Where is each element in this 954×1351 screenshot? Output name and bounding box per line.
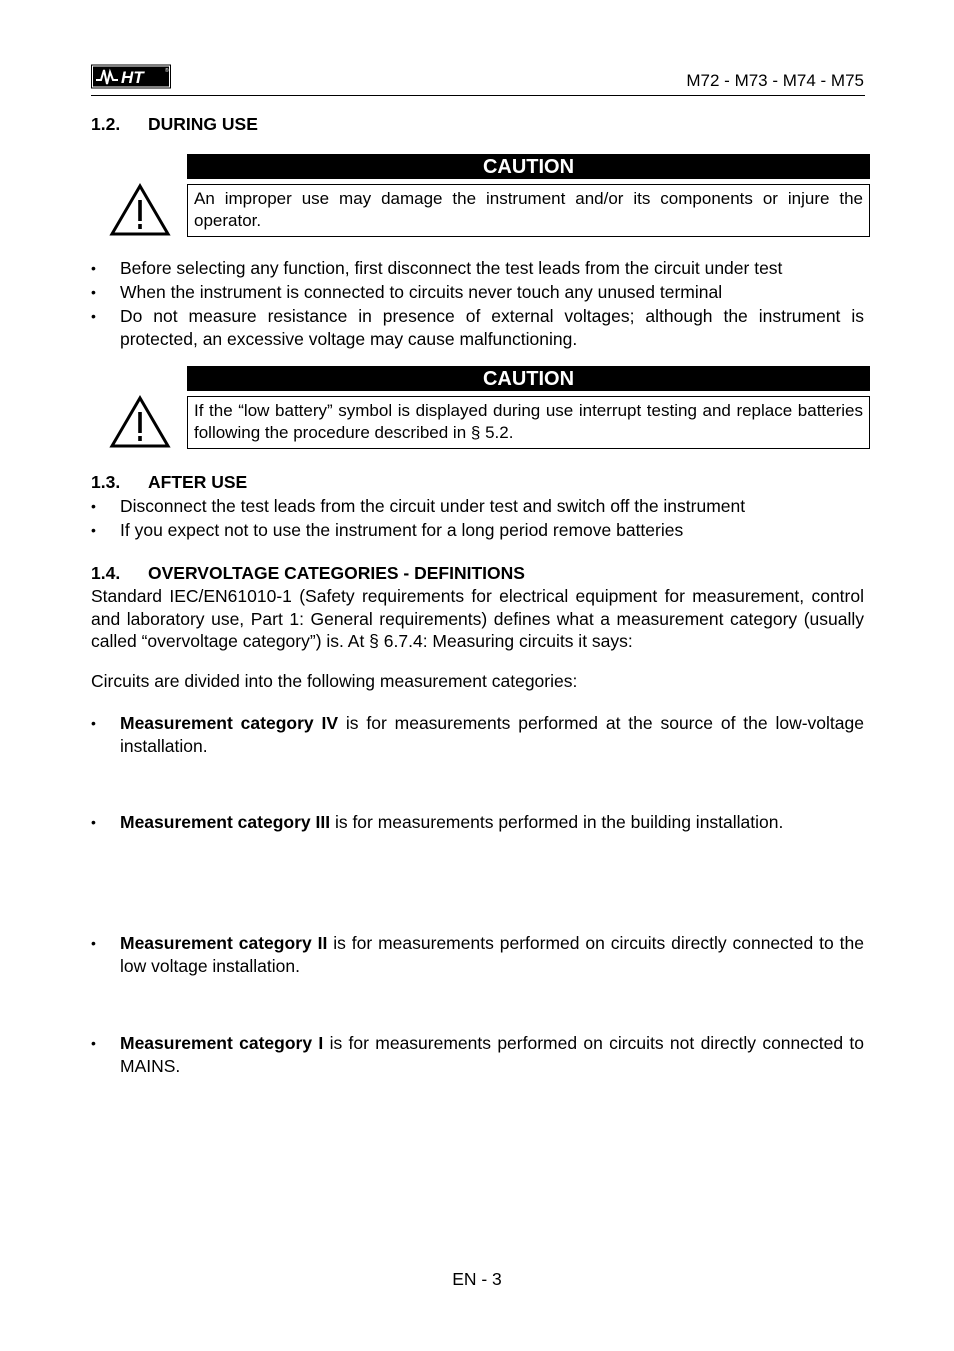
category-item-iv bbox=[91, 712, 864, 757]
page-header bbox=[91, 62, 865, 96]
list-item bbox=[91, 712, 864, 757]
section-number: 1.2. bbox=[91, 114, 121, 134]
caution-text: If the “low battery” symbol is displayed during use interrupt testing and replace batteries following the procedure described in § 5.2. bbox=[187, 396, 870, 449]
warning-triangle-icon bbox=[109, 183, 171, 237]
category-desc: is for measurements performed in the building installation. bbox=[330, 812, 784, 832]
warning-triangle-icon bbox=[109, 395, 171, 449]
category-item-i bbox=[91, 1032, 864, 1077]
section-number: 1.4. bbox=[91, 563, 121, 583]
section-title: AFTER USE bbox=[148, 472, 248, 492]
list-item bbox=[91, 811, 864, 834]
caution-label: CAUTION bbox=[187, 366, 870, 391]
ht-logo bbox=[91, 62, 171, 92]
caution-box-1 bbox=[187, 154, 870, 237]
section-lead: Circuits are divided into the following measurement categories: bbox=[91, 671, 578, 691]
category-item-iii bbox=[91, 811, 864, 834]
category-name: Measurement category III bbox=[120, 812, 331, 832]
after-use-list bbox=[91, 495, 864, 543]
list-item: • Disconnect the test leads from the circuit under test and switch off the instrument bbox=[91, 495, 864, 518]
category-desc: is for measurements performed at the source of the low-voltage installation. bbox=[120, 713, 864, 756]
category-name: Measurement category II bbox=[120, 933, 328, 953]
category-desc: is for measurements performed on circuits not directly connected to MAINS. bbox=[120, 1033, 864, 1076]
section-heading-1-4 bbox=[91, 563, 525, 584]
list-item: • Before selecting any function, first disconnect the test leads from the circuit under test bbox=[91, 257, 864, 280]
caution-text: An improper use may damage the instrument and/or its components or injure the operator. bbox=[187, 184, 870, 237]
section-title: OVERVOLTAGE CATEGORIES - DEFINITIONS bbox=[148, 563, 525, 583]
section-number: 1.3. bbox=[91, 472, 121, 492]
category-desc: is for measurements performed on circuits directly connected to the low voltage installation. bbox=[120, 933, 864, 976]
page-number: EN - 3 bbox=[452, 1269, 502, 1289]
section-title: DURING USE bbox=[148, 114, 258, 134]
during-use-list bbox=[91, 257, 864, 352]
svg-text:HT: HT bbox=[121, 68, 144, 87]
section-heading-1-2 bbox=[91, 114, 258, 135]
category-name: Measurement category IV bbox=[120, 713, 339, 733]
list-item: • If you expect not to use the instrument for a long period remove batteries bbox=[91, 519, 864, 542]
category-name: Measurement category I bbox=[120, 1033, 324, 1053]
section-intro: Standard IEC/EN61010-1 (Safety requirements for electrical equipment for measurement, control and laboratory use, Part 1: General requirements) defines what a measurement category (usually called “overvoltage category”) is. At § 6.7.4: Measuring circuits it says: bbox=[91, 586, 864, 651]
category-item-ii bbox=[91, 932, 864, 977]
model-title: M72 - M73 - M74 - M75 bbox=[686, 71, 864, 90]
svg-text:®: ® bbox=[165, 68, 169, 74]
caution-label: CAUTION bbox=[187, 154, 870, 179]
list-item: • When the instrument is connected to circuits never touch any unused terminal bbox=[91, 281, 864, 304]
section-heading-1-3 bbox=[91, 472, 247, 493]
list-item: • Do not measure resistance in presence of external voltages; although the instrument is protected, an excessive voltage may cause malfunctioning. bbox=[91, 305, 864, 350]
caution-box-2 bbox=[187, 366, 870, 449]
list-item bbox=[91, 1032, 864, 1077]
list-item bbox=[91, 932, 864, 977]
